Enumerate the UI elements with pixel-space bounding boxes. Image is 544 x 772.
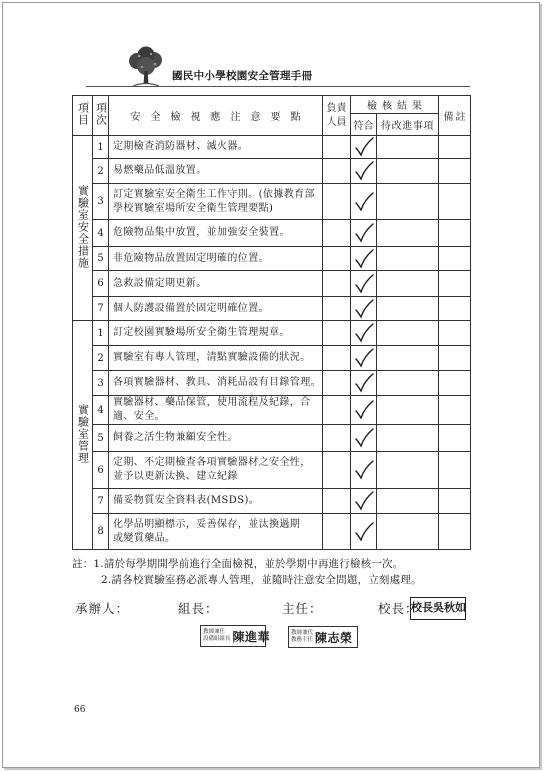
improve-cell — [377, 371, 439, 396]
item-text: 定期檢查消防器材、滅火器。 — [109, 136, 323, 159]
item-number: 3 — [93, 184, 109, 220]
group-label-cell — [73, 321, 93, 550]
table-row — [73, 489, 471, 514]
responsible-cell — [323, 396, 351, 425]
conform-cell — [351, 396, 377, 425]
remarks-cell — [439, 220, 471, 247]
group-label: 實驗室安全措施 — [76, 184, 90, 269]
seal-title-line: 教師兼代 — [291, 630, 314, 636]
conform-cell — [351, 271, 377, 297]
responsible-cell — [323, 184, 351, 220]
remarks-cell — [439, 159, 471, 184]
table-row — [73, 297, 471, 321]
item-number: 5 — [93, 425, 109, 452]
remarks-cell — [439, 297, 471, 321]
remarks-cell — [439, 425, 471, 452]
seal-titles — [203, 629, 231, 643]
item-number: 7 — [93, 297, 109, 321]
item-text: 訂定校園實驗場所安全衛生管理規章。 — [109, 321, 323, 346]
improve-cell — [377, 514, 439, 550]
item-text: 化學品明顯標示，妥善保存，並汰換過期 或變質藥品。 — [109, 514, 323, 550]
item-text: 飼養之活生物兼顧安全性。 — [109, 425, 323, 452]
responsible-cell — [323, 321, 351, 346]
checkmark-icon — [353, 491, 375, 511]
header-result: 檢核結果 — [351, 96, 439, 114]
item-text: 各項實驗器材、教具、消耗品設有目錄管理。 — [109, 371, 323, 396]
table-row — [73, 271, 471, 297]
item-number: 2 — [93, 346, 109, 371]
improve-cell — [377, 220, 439, 247]
conform-cell — [351, 136, 377, 159]
header-number-label: 項次 — [94, 102, 108, 126]
improve-cell — [377, 247, 439, 271]
checkmark-icon — [353, 373, 375, 393]
item-number: 1 — [93, 321, 109, 346]
header-row — [73, 96, 471, 114]
principal-stamp: 校長吳秋如 — [410, 597, 466, 620]
seal-name: 陳進華 — [232, 629, 271, 644]
checklist-table — [72, 95, 471, 550]
table-row — [73, 247, 471, 271]
conform-cell — [351, 514, 377, 550]
responsible-cell — [323, 297, 351, 321]
item-text: 非危險物品放置固定明確的位置。 — [109, 247, 323, 271]
item-number: 5 — [93, 247, 109, 271]
improve-cell — [377, 184, 439, 220]
responsible-cell — [323, 247, 351, 271]
header-remarks: 備註 — [439, 96, 471, 136]
responsible-cell — [323, 346, 351, 371]
signature-section-chief: 組長： — [178, 601, 219, 616]
item-text: 個人防護設備置於固定明確位置。 — [109, 297, 323, 321]
checkmark-icon — [353, 299, 375, 319]
item-number: 1 — [93, 136, 109, 159]
signature-director: 主任： — [282, 601, 323, 616]
header-number — [93, 96, 109, 136]
note-line-1 — [72, 556, 403, 571]
remarks-cell — [439, 452, 471, 489]
header-rule — [86, 86, 470, 87]
item-number: 4 — [93, 220, 109, 247]
responsible-cell — [323, 514, 351, 550]
header-points: 安全檢視應注意要點 — [109, 96, 323, 136]
remarks-cell — [439, 247, 471, 271]
tree-logo-icon — [127, 46, 165, 88]
remarks-cell — [439, 371, 471, 396]
checkmark-icon — [353, 428, 375, 448]
item-number: 2 — [93, 159, 109, 184]
header-conform: 符合 — [351, 114, 377, 136]
table-row — [73, 159, 471, 184]
improve-cell — [377, 321, 439, 346]
responsible-cell — [323, 489, 351, 514]
conform-cell — [351, 371, 377, 396]
table-row — [73, 396, 471, 425]
remarks-cell — [439, 489, 471, 514]
item-number: 8 — [93, 514, 109, 550]
responsible-cell — [323, 136, 351, 159]
responsible-cell — [323, 425, 351, 452]
section-chief-seal — [200, 625, 271, 647]
signature-handler: 承辦人： — [75, 601, 130, 616]
seal-title-line: 教師兼任 — [203, 629, 226, 635]
conform-cell — [351, 346, 377, 371]
note-prefix: 註： — [72, 558, 94, 570]
item-text: 危險物品集中放置，並加強安全裝置。 — [109, 220, 323, 247]
conform-cell — [351, 184, 377, 220]
seal-name: 陳志榮 — [315, 630, 353, 645]
table-row — [73, 184, 471, 220]
table-row — [73, 346, 471, 371]
improve-cell — [377, 425, 439, 452]
improve-cell — [377, 346, 439, 371]
item-text: 定期、不定期檢查各項實驗器材之安全性， 並予以更新汰換、建立紀錄 — [109, 452, 323, 489]
group-label-cell — [73, 136, 93, 321]
item-number: 6 — [93, 271, 109, 297]
checkmark-icon — [353, 522, 375, 542]
item-text: 急救設備定期更新。 — [109, 271, 323, 297]
note-item: 2.請各校實驗室務必派專人管理，並隨時注意安全問題，立刻處理。 — [101, 574, 422, 586]
director-seal — [288, 626, 358, 648]
conform-cell — [351, 247, 377, 271]
page-title: 國民中小學校園安全管理手冊 — [172, 70, 313, 82]
note-item: 1.請於每學期開學前進行全面檢視，並於學期中再進行檢核一次。 — [93, 558, 404, 570]
item-number: 7 — [93, 489, 109, 514]
conform-cell — [351, 321, 377, 346]
remarks-cell — [439, 346, 471, 371]
signature-principal: 校長： — [378, 601, 419, 616]
table-row — [73, 425, 471, 452]
group-label: 實驗室管理 — [76, 403, 90, 464]
checkmark-icon — [353, 137, 375, 157]
responsible-cell — [323, 220, 351, 247]
item-text: 備妥物質安全資料表(MSDS)。 — [109, 489, 323, 514]
remarks-cell — [439, 136, 471, 159]
header-responsible: 負責人員 — [323, 96, 351, 136]
checkmark-icon — [353, 223, 375, 243]
item-text: 易燃藥品低溫放置。 — [109, 159, 323, 184]
improve-cell — [377, 396, 439, 425]
conform-cell — [351, 220, 377, 247]
checkmark-icon — [353, 460, 375, 480]
remarks-cell — [439, 271, 471, 297]
checkmark-icon — [353, 274, 375, 294]
item-text: 訂定實驗室安全衛生工作守則。(依據教育部 學校實驗室場所安全衛生管理要點) — [109, 184, 323, 220]
checkmark-icon — [353, 400, 375, 420]
table-row — [73, 321, 471, 346]
improve-cell — [377, 159, 439, 184]
checkmark-icon — [353, 348, 375, 368]
table-row — [73, 220, 471, 247]
seal-title-line: 教務主任 — [291, 637, 314, 643]
item-text: 實驗室有專人管理，清點實驗設備的狀況。 — [109, 346, 323, 371]
item-number: 6 — [93, 452, 109, 489]
table-row — [73, 371, 471, 396]
improve-cell — [377, 452, 439, 489]
header-category — [73, 96, 93, 136]
checkmark-icon — [353, 161, 375, 181]
checkmark-icon — [353, 192, 375, 212]
item-text: 實驗器材、藥品保管，使用流程及紀錄，合 適、安全。 — [109, 396, 323, 425]
table-row — [73, 452, 471, 489]
seal-title-line: 設備組組長 — [203, 636, 231, 642]
item-number: 3 — [93, 371, 109, 396]
responsible-cell — [323, 452, 351, 489]
seal-titles — [291, 630, 313, 644]
checkmark-icon — [353, 323, 375, 343]
responsible-cell — [323, 371, 351, 396]
remarks-cell — [439, 321, 471, 346]
remarks-cell — [439, 396, 471, 425]
page-number: 66 — [74, 705, 86, 715]
responsible-cell — [323, 159, 351, 184]
improve-cell — [377, 271, 439, 297]
table-row — [73, 514, 471, 550]
header-improve: 待改進事項 — [377, 114, 439, 136]
conform-cell — [351, 489, 377, 514]
improve-cell — [377, 136, 439, 159]
conform-cell — [351, 425, 377, 452]
conform-cell — [351, 297, 377, 321]
improve-cell — [377, 297, 439, 321]
checkmark-icon — [353, 249, 375, 269]
table-row — [73, 136, 471, 159]
item-number: 4 — [93, 396, 109, 425]
improve-cell — [377, 489, 439, 514]
remarks-cell — [439, 184, 471, 220]
note-line-2 — [101, 572, 422, 587]
remarks-cell — [439, 514, 471, 550]
responsible-cell — [323, 271, 351, 297]
conform-cell — [351, 452, 377, 489]
conform-cell — [351, 159, 377, 184]
header-category-label: 項目 — [76, 102, 90, 126]
